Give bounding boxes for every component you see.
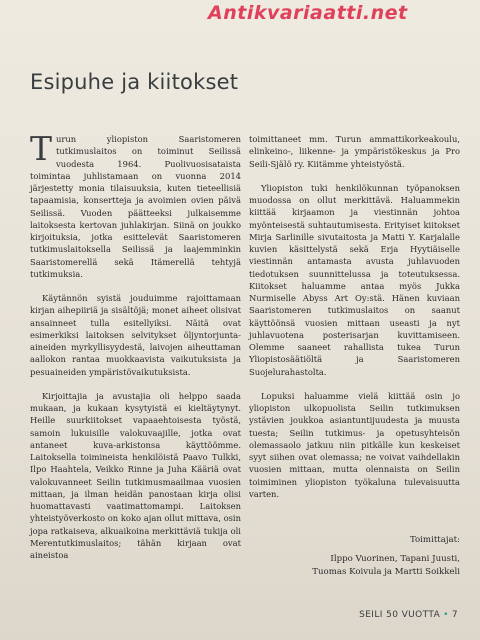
paragraph-1 xyxy=(30,129,241,280)
page-number: 7 xyxy=(451,610,458,620)
editors-heading: Toimittajat: xyxy=(409,535,460,545)
left-column xyxy=(30,129,241,573)
paragraph-3: Kirjoittajia ja avustajia oli helppo saada mukaan, ja kukaan kysytyistä ei kieltäytynyt. Heille suurkiitokset vapaaehtoisesta työstä, samoin lukuisille valokuvaajille, jotka ovat antaneet kuva-arkistonsa käyttöömme. Laitoksella toimineista henkilöistä Paavo Tulkki, Ilpo Haahtela, Veikko Rinne ja Juha Kääriä ovat valokuvanneet Seilin tutkimusmaailmaa vuosien mittaan, ja ilman heidän panostaan kirja olisi huomattavasti vaatimattomampi. Laitoksen yhteistyöverkosto on koko ajan ollut mittava, osin jopa ratkaiseva, alkuaikoina merkittäviä tukija oli Merentutkimuslaitos; tähän kirjaan ovat aineistoa xyxy=(30,390,241,560)
editors-line-2: Tuomas Koivula ja Martti Soikkeli xyxy=(312,567,460,577)
paragraph-6: Lopuksi haluamme vielä kiittää osin jo yliopiston ulkopuolista Seilin tutkimuksen ystävien joukkoa asiantuntijuudesta ja muusta tuesta; Seilin tutkimus- ja opetusyhteisön olemassaolo jatkuu niin pitkälle kun keskeiset syyt siihen ovat olemassa; ne voivat vaihdellakin vuosien mittaan, mutta olennaista on Seilin toimiminen yliopiston työkaluna tulevaisuutta varten. xyxy=(249,390,460,499)
separator-dot: • xyxy=(443,610,449,620)
right-column xyxy=(249,133,460,512)
editors-line-1: Ilppo Vuorinen, Tapani Juusti, xyxy=(330,554,460,564)
page-footer xyxy=(359,610,458,620)
editors-credits xyxy=(270,534,460,579)
paragraph-5: Yliopiston tuki henkilökunnan työpanoksen muodossa on ollut merkittävä. Haluammekin kiittää kirjaamon ja viestinnän johtoa myönteisestä suhtautumisesta. Erityiset kiitokset Mirja Sarlinille sivutaitosta ja Matti Y. Karjalalle kuvien käsittelystä sekä Erja Hyytiäiselle viestinnän antamasta avusta juhlavuoden tiedotuksen suunnittelussa ja toteutuksessa. Kiitokset haluamme antaa myös Jukka Nurmiselle Abyss Art Oy:stä. Hänen kuviaan Saaristomeren tutkimuslaitos on saanut käyttöönsä vuosien mittaan useasti ja nyt juhlavuotena posterisarjan kuvittamiseen. Olemme saaneet rahallista tukea Turun Yliopistosäätiöltä ja Saaristomeren Suojelurahastolta. xyxy=(249,182,460,377)
paragraph-2: Käytännön syistä jouduimme rajoittamaan kirjan aihepiiriä ja sisältöjä; monet aiheet olisivat ansainneet tulla esitellyiksi. Näitä ovat esimerkiksi laitoksen selvitykset öljyntorjunta-aineiden myrkyllisyydestä, laivojen aiheuttaman aallokon rantaa muokkaavista vaikutuksista ja pesuaineiden ympäristövaikutuksista. xyxy=(30,293,241,377)
paragraph-4: toimittaneet mm. Turun ammattikorkeakoulu, elinkeino-, liikenne- ja ympäristökeskus ja Pro Seili-Själö ry. Kiitämme yhteistyöstä. xyxy=(249,134,460,169)
running-footer-label: SEILI 50 VUOTTA xyxy=(359,610,441,620)
watermark: Antikvariaatti.net xyxy=(208,2,408,24)
drop-cap: T xyxy=(30,129,53,168)
paragraph-1-text: urun yliopiston Saaristomeren tutkimuslaitos on toiminut Seilissä vuodesta 1964. Puolivuosisataista toimintaa juhlistamaan on vuonna 2014 järjestetty monia tilaisuuksia, kuten tieteellisiä tapaamisia, konsertteja ja avoimien ovien päivä Seilissä. Vuoden päätteeksi julkaisemme laitoksesta kertovan juhlakirjan. Siinä on joukko kirjoituksia, jotka esittelevät Saaristomeren tutkimuslaitoksella Seilissä ja laajemminkin Saaristomerellä sekä Itämerellä tehtyjä tutkimuksia. xyxy=(30,134,241,279)
page-title: Esipuhe ja kiitokset xyxy=(30,70,239,94)
